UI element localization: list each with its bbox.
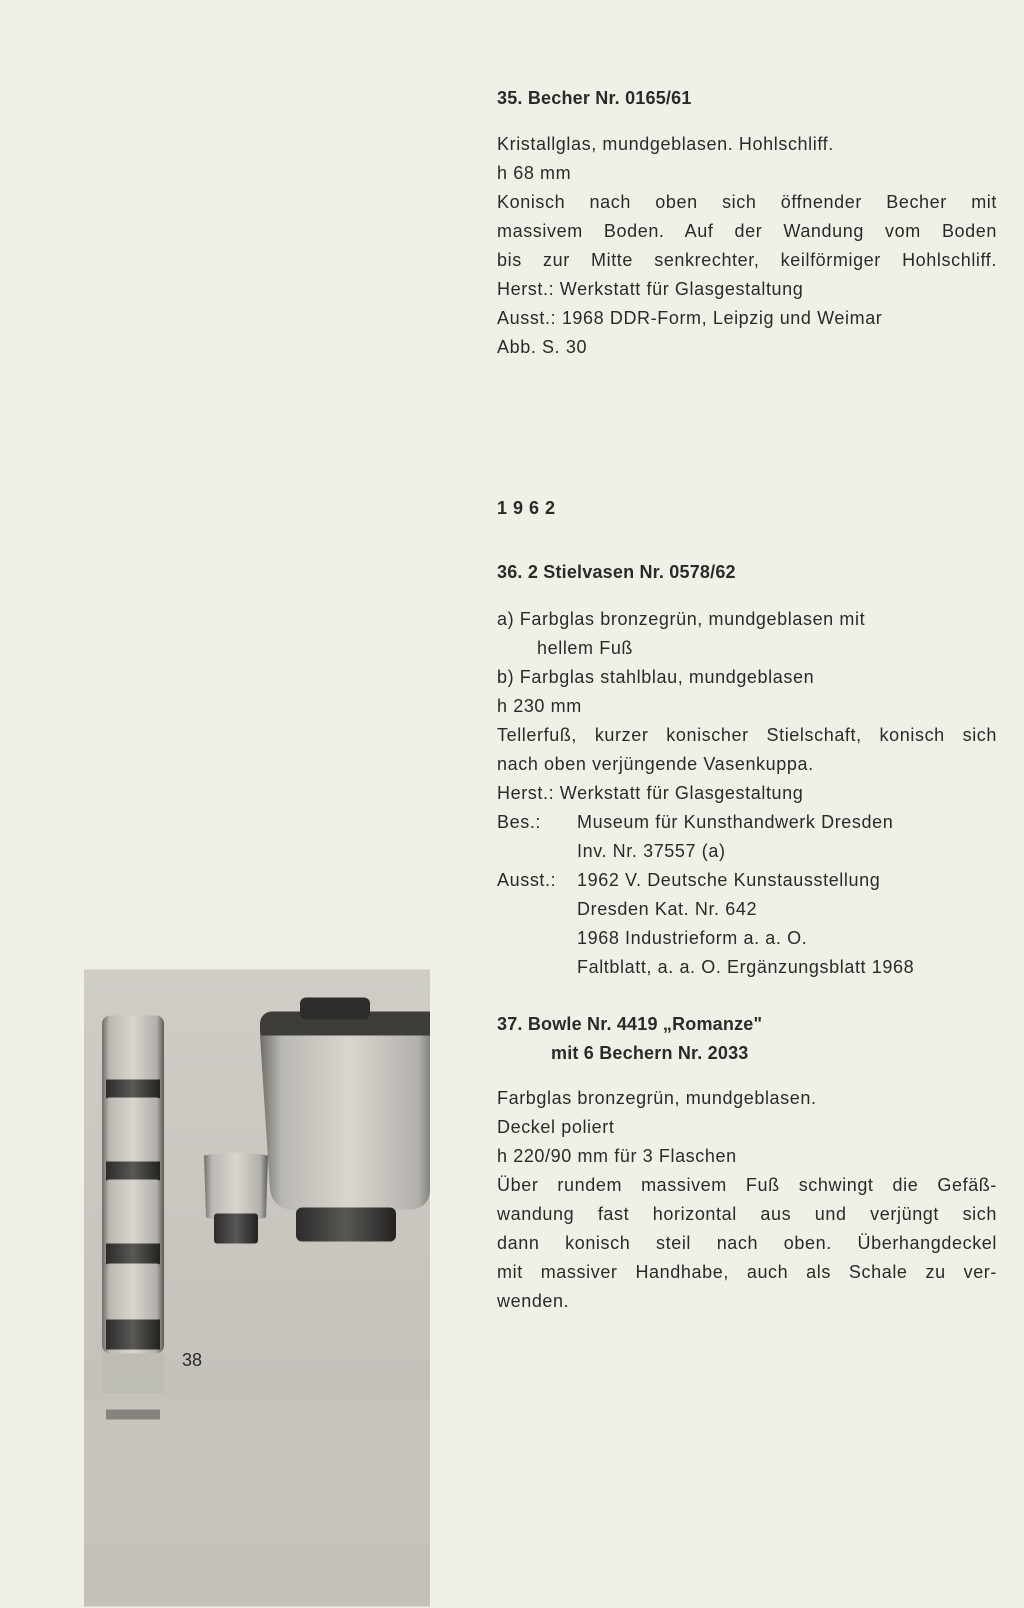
text-line: wandung fast horizontal aus und verjüngt sich [497, 1204, 997, 1224]
text-line: h 230 mm [497, 696, 582, 716]
entry-title: 35. Becher Nr. 0165/61 [497, 88, 692, 108]
text-line: hellem Fuß [537, 638, 634, 658]
page-number: 38 [182, 1350, 203, 1370]
text-line: nach oben verjüngende Vasenkuppa. [497, 754, 814, 774]
text-line: Dresden Kat. Nr. 642 [577, 899, 758, 919]
text-line: Konisch nach oben sich öffnender Becher mit [497, 192, 997, 212]
product-photo [84, 968, 430, 1608]
entry-37 [497, 1014, 997, 1316]
entry-subtitle: mit 6 Bechern Nr. 2033 [551, 1043, 749, 1063]
bowl-with-lid [260, 998, 430, 1242]
entry-title: 36. 2 Stielvasen Nr. 0578/62 [497, 562, 736, 582]
text-line: massivem Boden. Auf der Wandung vom Boden [497, 221, 997, 241]
text-line: Ausst.: 1968 DDR-Form, Leipzig und Weimar [497, 308, 883, 328]
text-line: dann konisch steil nach oben. Überhangdeckel [497, 1233, 997, 1253]
year-heading: 1962 [497, 498, 562, 518]
text-line: b) Farbglas stahlblau, mundgeblasen [497, 667, 815, 687]
text-line: Kristallglas, mundgeblasen. Hohlschliff. [497, 134, 834, 154]
entry-title: 37. Bowle Nr. 4419 „Romanze" [497, 1014, 763, 1034]
text-line: wenden. [497, 1291, 570, 1311]
text-line: bis zur Mitte senkrechter, keilförmiger Hohlschliff. [497, 250, 997, 270]
text-line: Farbglas bronzegrün, mundgeblasen. [497, 1088, 817, 1108]
exhibition-label: Ausst.: [497, 870, 557, 890]
text-line: h 68 mm [497, 163, 572, 183]
owner-value: Museum für Kunsthandwerk Dresden [577, 812, 894, 832]
text-line: a) Farbglas bronzegrün, mundgeblasen mit [497, 609, 866, 629]
text-line: Abb. S. 30 [497, 337, 588, 357]
entry-36 [497, 562, 997, 982]
text-line: h 220/90 mm für 3 Flaschen [497, 1146, 737, 1166]
exhibition-value: 1962 V. Deutsche Kunstausstellung [577, 870, 881, 890]
text-line: Faltblatt, a. a. O. Ergänzungsblatt 1968 [577, 957, 915, 977]
entry-35 [497, 88, 997, 362]
text-line: Inv. Nr. 37557 (a) [577, 841, 726, 861]
text-line: Deckel poliert [497, 1117, 615, 1137]
owner-label: Bes.: [497, 812, 542, 832]
text-line: 1968 Industrieform a. a. O. [577, 928, 808, 948]
owner-row [497, 808, 997, 837]
text-line: Tellerfuß, kurzer konischer Stielschaft, konisch sich [497, 725, 997, 745]
exhibition-row [497, 866, 997, 895]
text-line: mit massiver Handhabe, auch als Schale zu ver- [497, 1262, 997, 1282]
text-line: Über rundem massivem Fuß schwingt die Gefäß- [497, 1175, 997, 1195]
text-line: Herst.: Werkstatt für Glasgestaltung [497, 783, 804, 803]
text-line: Herst.: Werkstatt für Glasgestaltung [497, 279, 804, 299]
stacked-cups [102, 1016, 164, 1394]
